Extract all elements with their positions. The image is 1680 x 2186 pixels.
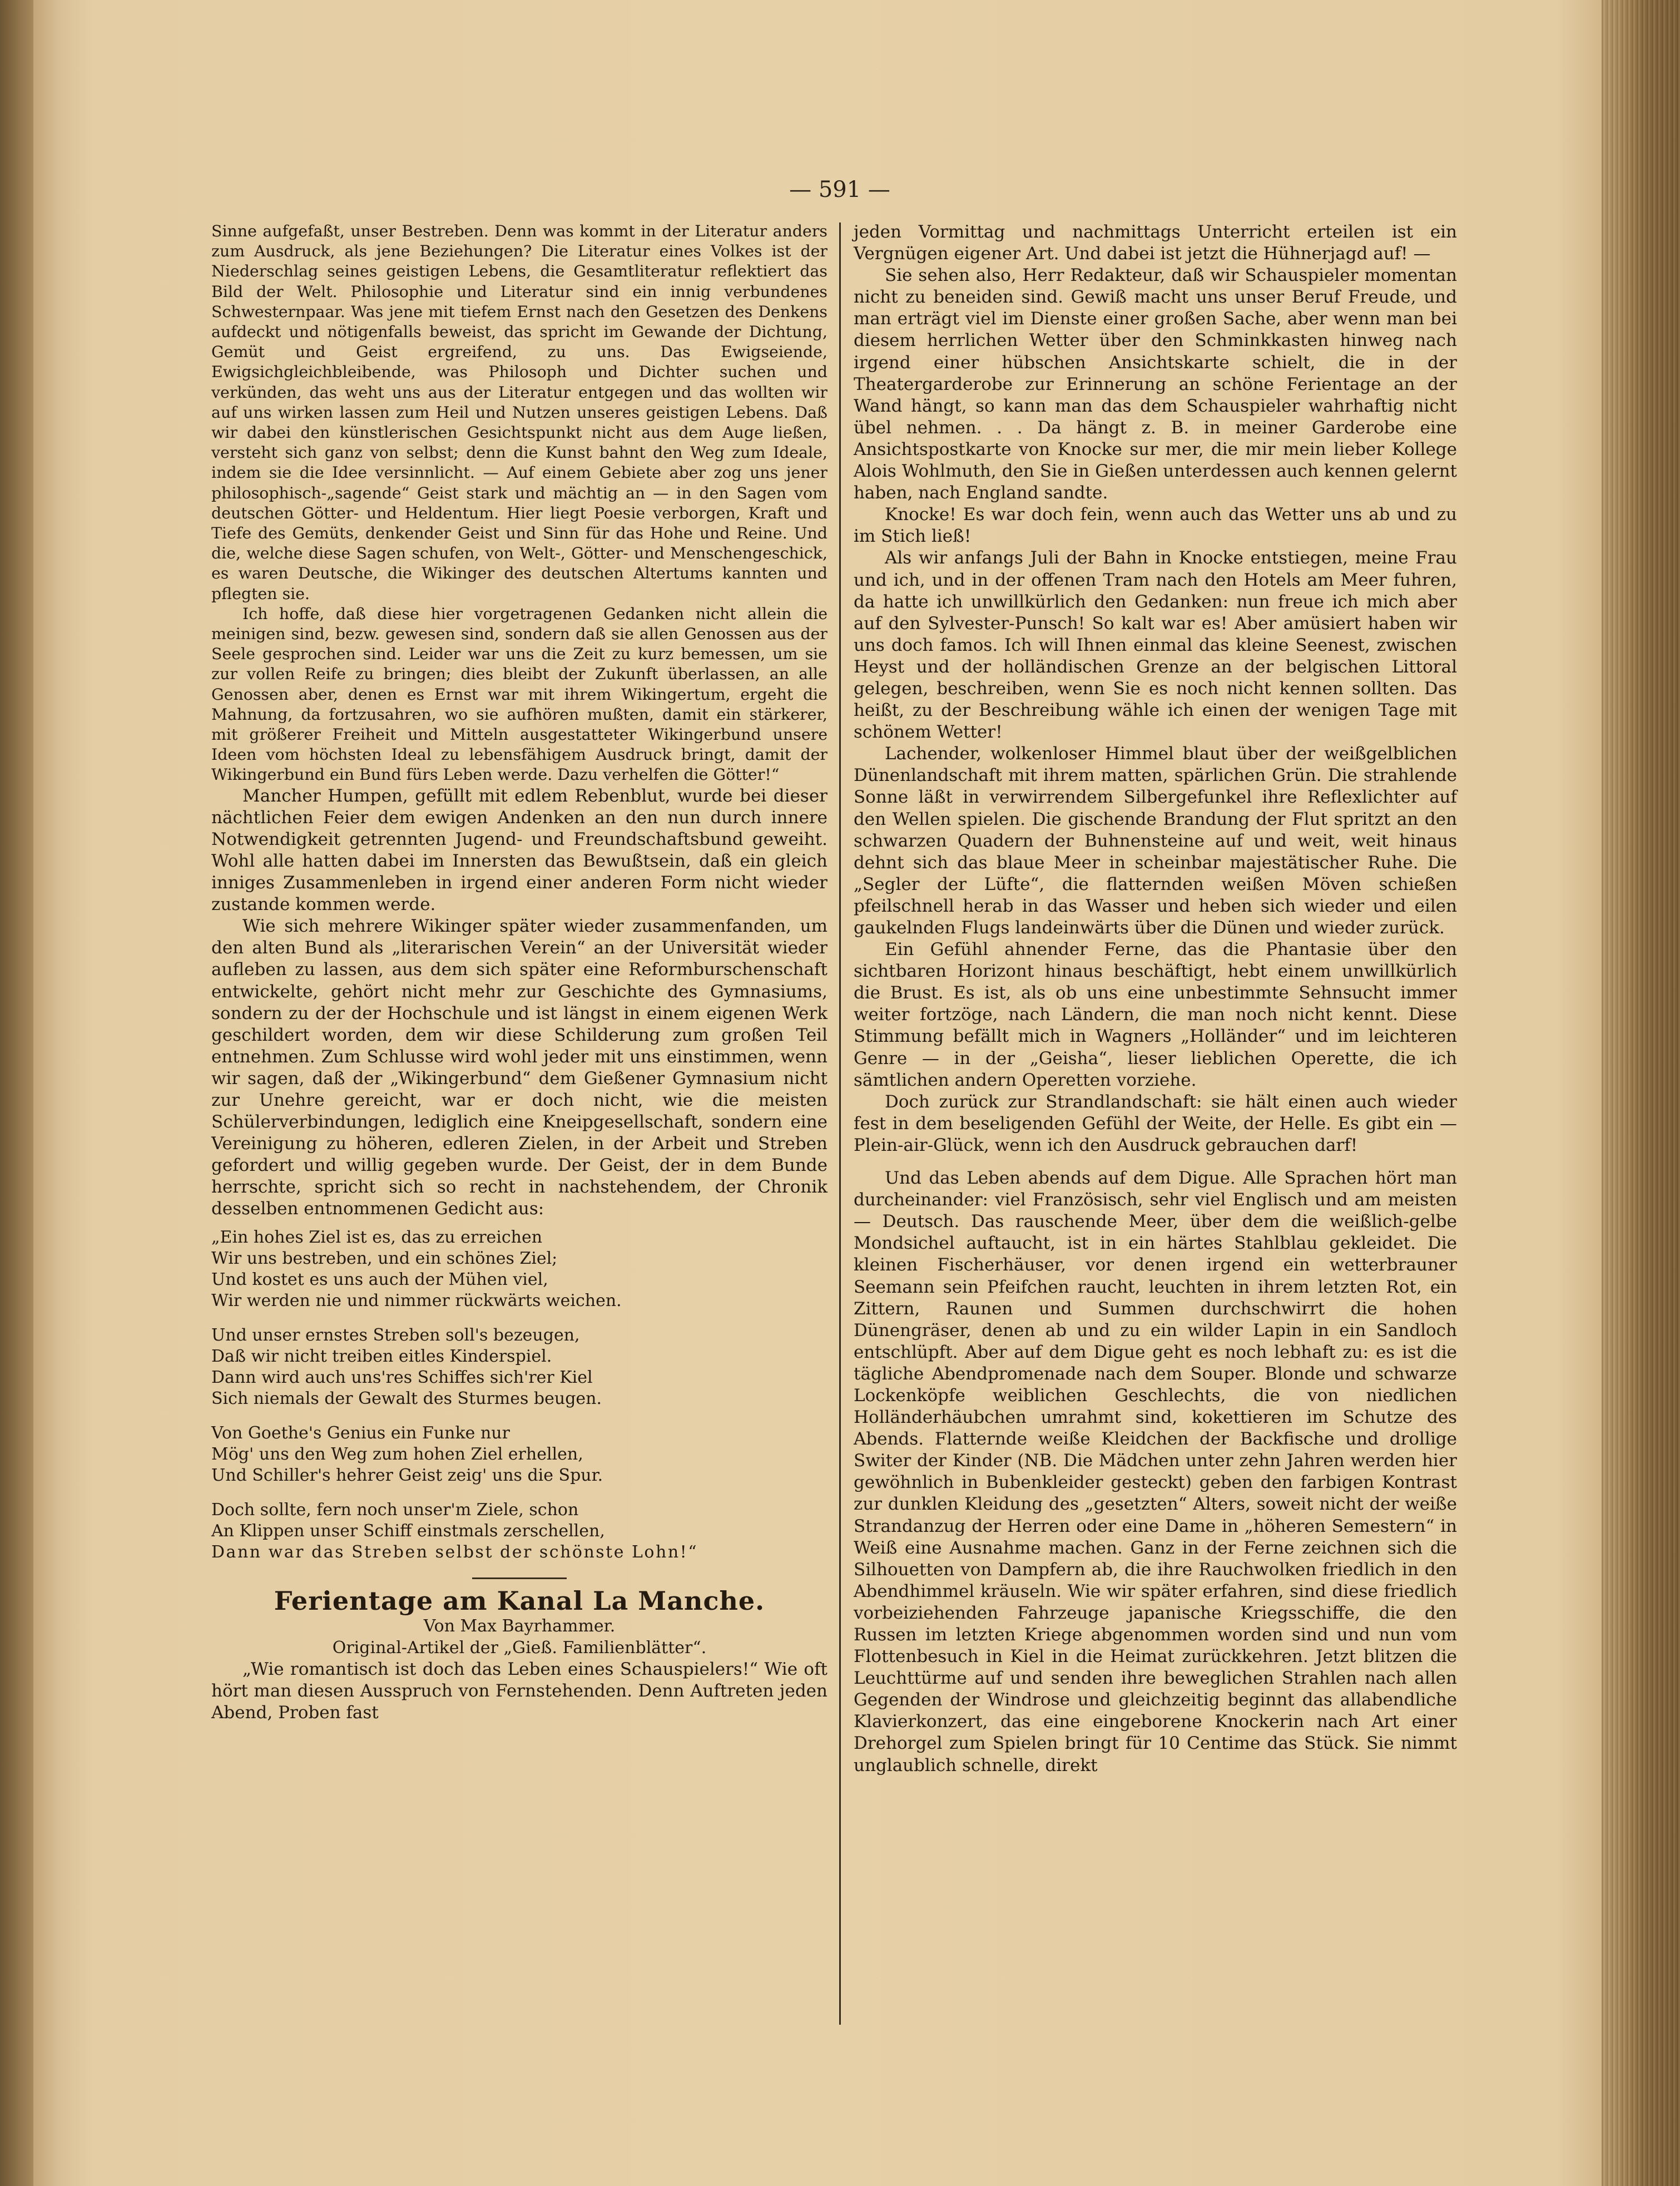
poem-line: Und unser ernstes Streben soll's bezeugen, <box>211 1325 580 1345</box>
poem-stanza-3 <box>211 1423 827 1486</box>
poem-line: Wir werden nie und nimmer rückwärts weichen. <box>211 1290 622 1310</box>
poem-line: Sich niemals der Gewalt des Sturmes beugen. <box>211 1388 602 1408</box>
article-title: Ferientage am Kanal La Manche. <box>274 1585 765 1616</box>
poem-line: „Ein hohes Ziel ist es, das zu erreichen <box>211 1227 543 1247</box>
right-paragraph-6: Ein Gefühl ahnender Ferne, das die Phantasie über den sichtbaren Horizont hinaus beschäftigt, hebt einem unwillkürlich die Brust. Es ist, als ob uns eine unbestimmte Sehnsucht immer weiter fortzöge, nach Ländern, die man noch nicht kennt. Diese Stimmung befällt mich in Wagners „Holländer“ und im leichteren Genre — in der „Geisha“, lieser lieblichen Operette, die ich sämtlichen andern Operetten vorziehe. <box>854 939 1457 1090</box>
right-paragraph-8: Und das Leben abends auf dem Digue. Alle Sprachen hört man durcheinander: viel Französisch, sehr viel Englisch und am meisten — Deutsch. Das rauschende Meer, über dem die weißlich-gelbe Mondsichel auftaucht, ist in ein härtes Stahlblau gekleidet. Die kleinen Fischerhäuser, vor denen irgend ein wetterbrauner Seemann sein Pfeifchen raucht, leuchten in ihrem letzten Rot, ein Zittern, Raunen und Summen durchschwirrt die hohen Dünengräser, denen ab und zu ein wilder Lapin in ein Sandloch entschlüpft. Aber auf dem Digue geht es noch lebhaft zu: es ist die tägliche Abendpromenade nach dem Souper. Blonde und schwarze Lockenköpfe weiblichen Geschlechts, die von niedlichen Holländerhäubchen umrahmt sind, kokettieren im Schutze des Abends. Flatternde weiße Kleidchen der Backfische und drollige Switer der Kinder (NB. Die Mädchen unter zehn Jahren werden hier gewöhnlich in Bubenkleider gesteckt) geben den farbigen Kontrast zur dunklen Kleidung des „gesetzten“ Alters, soweit nicht der weiße Strandanzug der Herren oder eine Dame in „höheren Semestern“ in Weiß eine Ausnahme machen. Ganz in der Ferne zeichnen sich die Silhouetten von Dampfern ab, die ihre Rauchwolken friedlich in den Abendhimmel kräuseln. Wie wir später erfahren, sind diese friedlich vorbeiziehenden Fahrzeuge japanische Kriegsschiffe, die den Russen im letzten Kriege abgenommen worden sind und nun vom Flottenbesuch in Kiel in die Heimat zurückkehren. Jetzt blitzen die Leuchttürme auf und senden ihre beweglichen Strahlen nach allen Gegenden der Windrose und gleichzeitig beginnt das allabendliche Klavierkonzert, das eine eingeborene Knockerin nach Art einer Drehorgel zum Spielen bringt für 10 Centime das Stück. Sie nimmt unglaublich schnelle, direkt <box>854 1168 1457 1775</box>
poem-line: Und kostet es uns auch der Mühen viel, <box>211 1269 548 1289</box>
right-paragraph-1: jeden Vormittag und nachmittags Unterricht erteilen ist ein Vergnügen eigener Art. Und dabei ist jetzt die Hühnerjagd auf! — <box>854 222 1457 264</box>
left-paragraph-3: Mancher Humpen, gefüllt mit edlem Rebenblut, wurde bei dieser nächtlichen Feier dem ewigen Andenken an den nun durch innere Notwendigkeit getrennten Jugend- und Freundschaftsbund geweiht. Wohl alle hatten dabei im Innersten das Bewußtsein, daß ein gleich inniges Zusammenleben in irgend einer anderen Form nicht wieder zustande kommen werde. <box>211 785 827 915</box>
poem <box>211 1227 827 1563</box>
poem-line: Daß wir nicht treiben eitles Kinderspiel. <box>211 1346 552 1366</box>
article-source: Original-Artikel der „Gieß. Familienblätter“. <box>332 1638 707 1658</box>
poem-line: Dann wird auch uns'res Schiffes sich'rer Kiel <box>211 1367 593 1387</box>
poem-line: An Klippen unser Schiff einstmals zerschellen, <box>211 1521 605 1541</box>
right-paragraph-4: Als wir anfangs Juli der Bahn in Knocke entstiegen, meine Frau und ich, und in der offenen Tram nach den Hotels am Meer fuhren, da hatte ich unwillkürlich den Gedanken: nun freue ich mich aber auf den Sylvester-Punsch! So kalt war es! Aber amüsiert haben wir uns doch famos. Ich will Ihnen einmal das kleine Seenest, zwischen Heyst und der holländischen Grenze an der belgischen Littoral gelegen, beschreiben, wenn Sie es noch nicht kennen sollten. Das heißt, zu der Beschreibung wähle ich einen der wenigen Tage mit schönem Wetter! <box>854 548 1457 743</box>
poem-stanza-4 <box>211 1500 827 1563</box>
right-paragraph-2: Sie sehen also, Herr Redakteur, daß wir Schauspieler momentan nicht zu beneiden sind. Gewiß macht uns unser Beruf Freude, und man erträgt viel im Dienste einer großen Sache, aber wenn man bei diesem herrlichen Wetter über den Schminkkasten hinweg nach irgend einer hübschen Ansichtskarte schielt, die in der Theatergarderobe zur Erinnerung an schöne Ferientage an der Wand hängt, so kann man das dem Schauspieler wahrhaftig nicht übel nehmen. . . Da hängt z. B. in meiner Garderobe eine Ansichtspostkarte von Knocke sur mer, die mir mein lieber Kollege Alois Wohlmuth, den Sie in Gießen unterdessen auch kennen gelernt haben, nach England sandte. <box>854 265 1457 503</box>
left-paragraph-2: Ich hoffe, daß diese hier vorgetragenen Gedanken nicht allein die meinigen sind, bezw. gewesen sind, sondern daß sie allen Genossen aus der Seele gesprochen sind. Leider war uns die Zeit zu kurz bemessen, um sie zur vollen Reife zu bringen; dies bleibt der Zukunft überlassen, an alle Genossen aber, denen es Ernst war mit ihrem Wikingertum, ergeht die Mahnung, da fortzusahren, wo sie aufhören mußten, damit ein stärkerer, mit größerer Freiheit und Mitteln ausgestatteter Wikingerbund unsere Ideen vom höchsten Ideal zu lebensfähigem Ausdruck bringt, damit der Wikingerbund ein Bund fürs Leben werde. Dazu verhelfen die Götter!“ <box>211 604 827 784</box>
left-paragraph-1: Sinne aufgefaßt, unser Bestreben. Denn was kommt in der Literatur anders zum Ausdruck, als jene Beziehungen? Die Literatur eines Volkes ist der Niederschlag seines geistigen Lebens, die Gesamtliteratur reflektiert das Bild der Welt. Philosophie und Literatur sind ein innig verbundenes Schwesternpaar. Was jene mit tiefem Ernst nach den Gesetzen des Denkens aufdeckt und nötigenfalls beweist, das spricht im Gewande der Dichtung, Gemüt und Geist ergreifend, zu uns. Das Ewigseiende, Ewigsichgleichbleibende, was Philosoph und Dichter suchen und verkünden, das weht uns aus der Literatur entgegen und das wollten wir auf uns wirken lassen zum Heil und Nutzen unseres geistigen Lebens. Daß wir dabei den künstlerischen Gesichtspunkt nicht aus dem Auge ließen, versteht sich ganz von selbst; denn die Kunst bahnt den Weg zum Ideale, indem sie die Idee versinnlicht. — Auf einem Gebiete aber zog uns jener philosophisch-„sagende“ Geist stark und mächtig an — in den Sagen vom deutschen Götter- und Heldentum. Hier liegt Poesie verborgen, Kraft und Tiefe des Gemüts, denkender Geist und Sinn für das Hohe und Reine. Und die, welche diese Sagen schufen, von Welt-, Götter- und Menschengeschick, es waren Deutsche, die Wikinger des deutschen Altertums kannten und pflegten sie. <box>211 222 827 603</box>
page-edges <box>1602 0 1680 2186</box>
poem-line: Von Goethe's Genius ein Funke nur <box>211 1423 510 1443</box>
right-paragraph-5: Lachender, wolkenloser Himmel blaut über der weißgelblichen Dünenlandschaft mit ihrem matten, spärlichen Grün. Die strahlende Sonne läßt in verwirrendem Silbergefunkel ihre Reflexlichter auf den Wellen spielen. Die gischende Brandung der Flut spritzt an den schwarzen Quadern der Buhnensteine auf und weit, weit hinaus dehnt sich das blaue Meer in scheinbar majestätischer Ruhe. Die „Segler der Lüfte“, die flatternden weißen Möven schießen pfeilschnell herab in das Wasser und heben sich wieder und eilen gaukelnden Flugs landeinwärts über die Dünen und wieder zurück. <box>854 744 1457 938</box>
left-paragraph-4: Wie sich mehrere Wikinger später wieder zusammenfanden, um den alten Bund als „literarischen Verein“ an der Universität wieder aufleben zu lassen, aus dem sich später eine Reformburschenschaft entwickelte, gehört nicht mehr zur Geschichte des Gymnasiums, sondern zu der der Hochschule und ist längst in einem eigenen Werk geschildert worden, dem wir diese Schilderung zum großen Teil entnehmen. Zum Schlusse wird wohl jeder mit uns einstimmen, wenn wir sagen, daß der „Wikingerbund“ dem Gießener Gymnasium nicht zur Unehre gereicht, war er doch nicht, wie die meisten Schülerverbindungen, lediglich eine Kneipgesellschaft, sondern eine Vereinigung zu höheren, edleren Zielen, in der Arbeit und Streben gefordert und willig gegeben wurde. Der Geist, der in dem Bunde herrschte, spricht sich so recht in nachstehendem, der Chronik desselben entnommenen Gedicht aus: <box>211 916 827 1219</box>
right-paragraph-7: Doch zurück zur Strandlandschaft: sie hält einen auch wieder fest in dem beseligenden Gefühl der Weite, der Helle. Es gibt ein — Plein-air-Glück, wenn ich den Ausdruck gebrauchen darf! <box>854 1091 1457 1155</box>
poem-stanza-2 <box>211 1325 827 1409</box>
poem-line: Und Schiller's hehrer Geist zeig' uns die Spur. <box>211 1465 603 1485</box>
article-paragraph-1: „Wie romantisch ist doch das Leben eines Schauspielers!“ Wie oft hört man diesen Ausspruch von Fernstehenden. Denn Auftreten jeden Abend, Proben fast <box>211 1659 827 1723</box>
right-column <box>854 221 1457 1777</box>
poem-line: Dann war das Streben selbst der schönste Lohn!“ <box>211 1542 698 1562</box>
book-spine <box>0 0 33 2186</box>
article-byline: Von Max Bayrhammer. <box>423 1616 616 1636</box>
section-rule <box>472 1577 567 1579</box>
left-column <box>211 221 827 1724</box>
poem-line: Doch sollte, fern noch unser'm Ziele, schon <box>211 1500 579 1520</box>
page-number: — 591 — <box>789 177 890 202</box>
right-paragraph-3: Knocke! Es war doch fein, wenn auch das Wetter uns ab und zu im Stich ließ! <box>854 505 1457 547</box>
poem-line: Wir uns bestreben, und ein schönes Ziel; <box>211 1248 558 1268</box>
column-divider <box>839 222 841 2025</box>
poem-stanza-1 <box>211 1227 827 1312</box>
poem-line: Mög' uns den Weg zum hohen Ziel erhellen, <box>211 1444 583 1464</box>
